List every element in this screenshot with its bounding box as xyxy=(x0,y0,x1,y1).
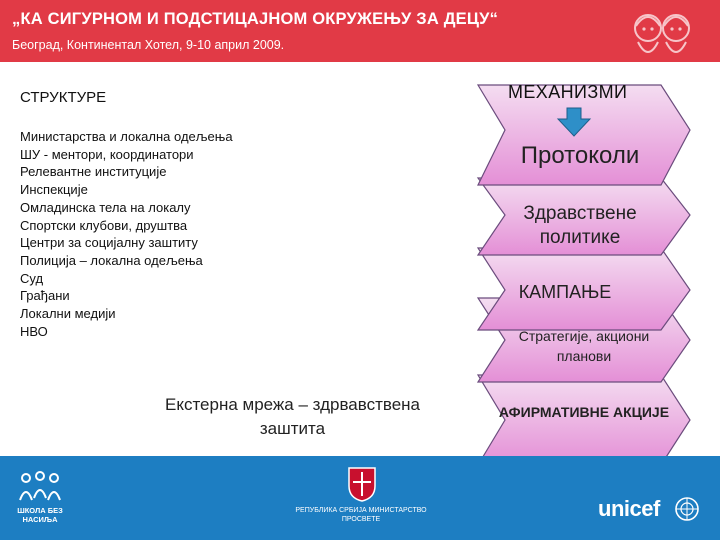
list-item: Локални медији xyxy=(20,306,116,322)
header-title: „КА СИГУРНОМ И ПОДСТИЦАЈНОМ ОКРУЖЕЊУ ЗА ДЕЦУ“ xyxy=(12,10,499,28)
mechanisms-heading: МЕХАНИЗМИ xyxy=(508,82,628,102)
serbian-crest-icon xyxy=(345,466,379,502)
unicef-logo: unicef xyxy=(598,496,660,521)
list-item: Грађани xyxy=(20,288,70,304)
ministry-text: РЕПУБЛИКА СРБИЈА МИНИСТАРСТВО ПРОСВЕТЕ xyxy=(295,507,427,523)
mechanism-label-campaign: КАМПАЊЕ xyxy=(518,282,612,302)
mechanism-label-strategies: Стратегије, акциони планови xyxy=(518,328,650,364)
school-logo-text: ШКОЛА БЕЗ НАСИЉА xyxy=(17,506,63,524)
list-item: Релевантне институције xyxy=(20,164,167,180)
list-item: Министарства и локална одељења xyxy=(20,129,233,144)
list-item: Центри за социјалну заштиту xyxy=(20,235,198,251)
external-network-label: Екстерна мрежа – здрвавствена заштита xyxy=(164,395,421,438)
list-item: НВО xyxy=(20,323,48,339)
list-item: Суд xyxy=(20,270,44,286)
list-item: Спортски клубови, друштва xyxy=(20,217,188,233)
mechanism-label-health-policies: Здравствене политике xyxy=(523,203,637,248)
list-item: Полиција – локална одељења xyxy=(20,252,203,268)
list-item: Инспекције xyxy=(20,182,88,198)
list-item: ШУ - ментори, координатори xyxy=(20,146,194,162)
mechanism-label-protocols: Протоколи xyxy=(520,142,640,169)
header-subtitle: Београд, Континентал Хотел, 9-10 април 2009. xyxy=(12,38,285,52)
structures-heading: СТРУКТУРЕ xyxy=(20,89,107,106)
list-item: Омладинска тела на локалу xyxy=(20,199,191,215)
mechanism-label-affirmative-actions: АФИРМАТИВНЕ АКЦИЈЕ xyxy=(498,404,670,420)
un-emblem-icon xyxy=(674,496,700,522)
